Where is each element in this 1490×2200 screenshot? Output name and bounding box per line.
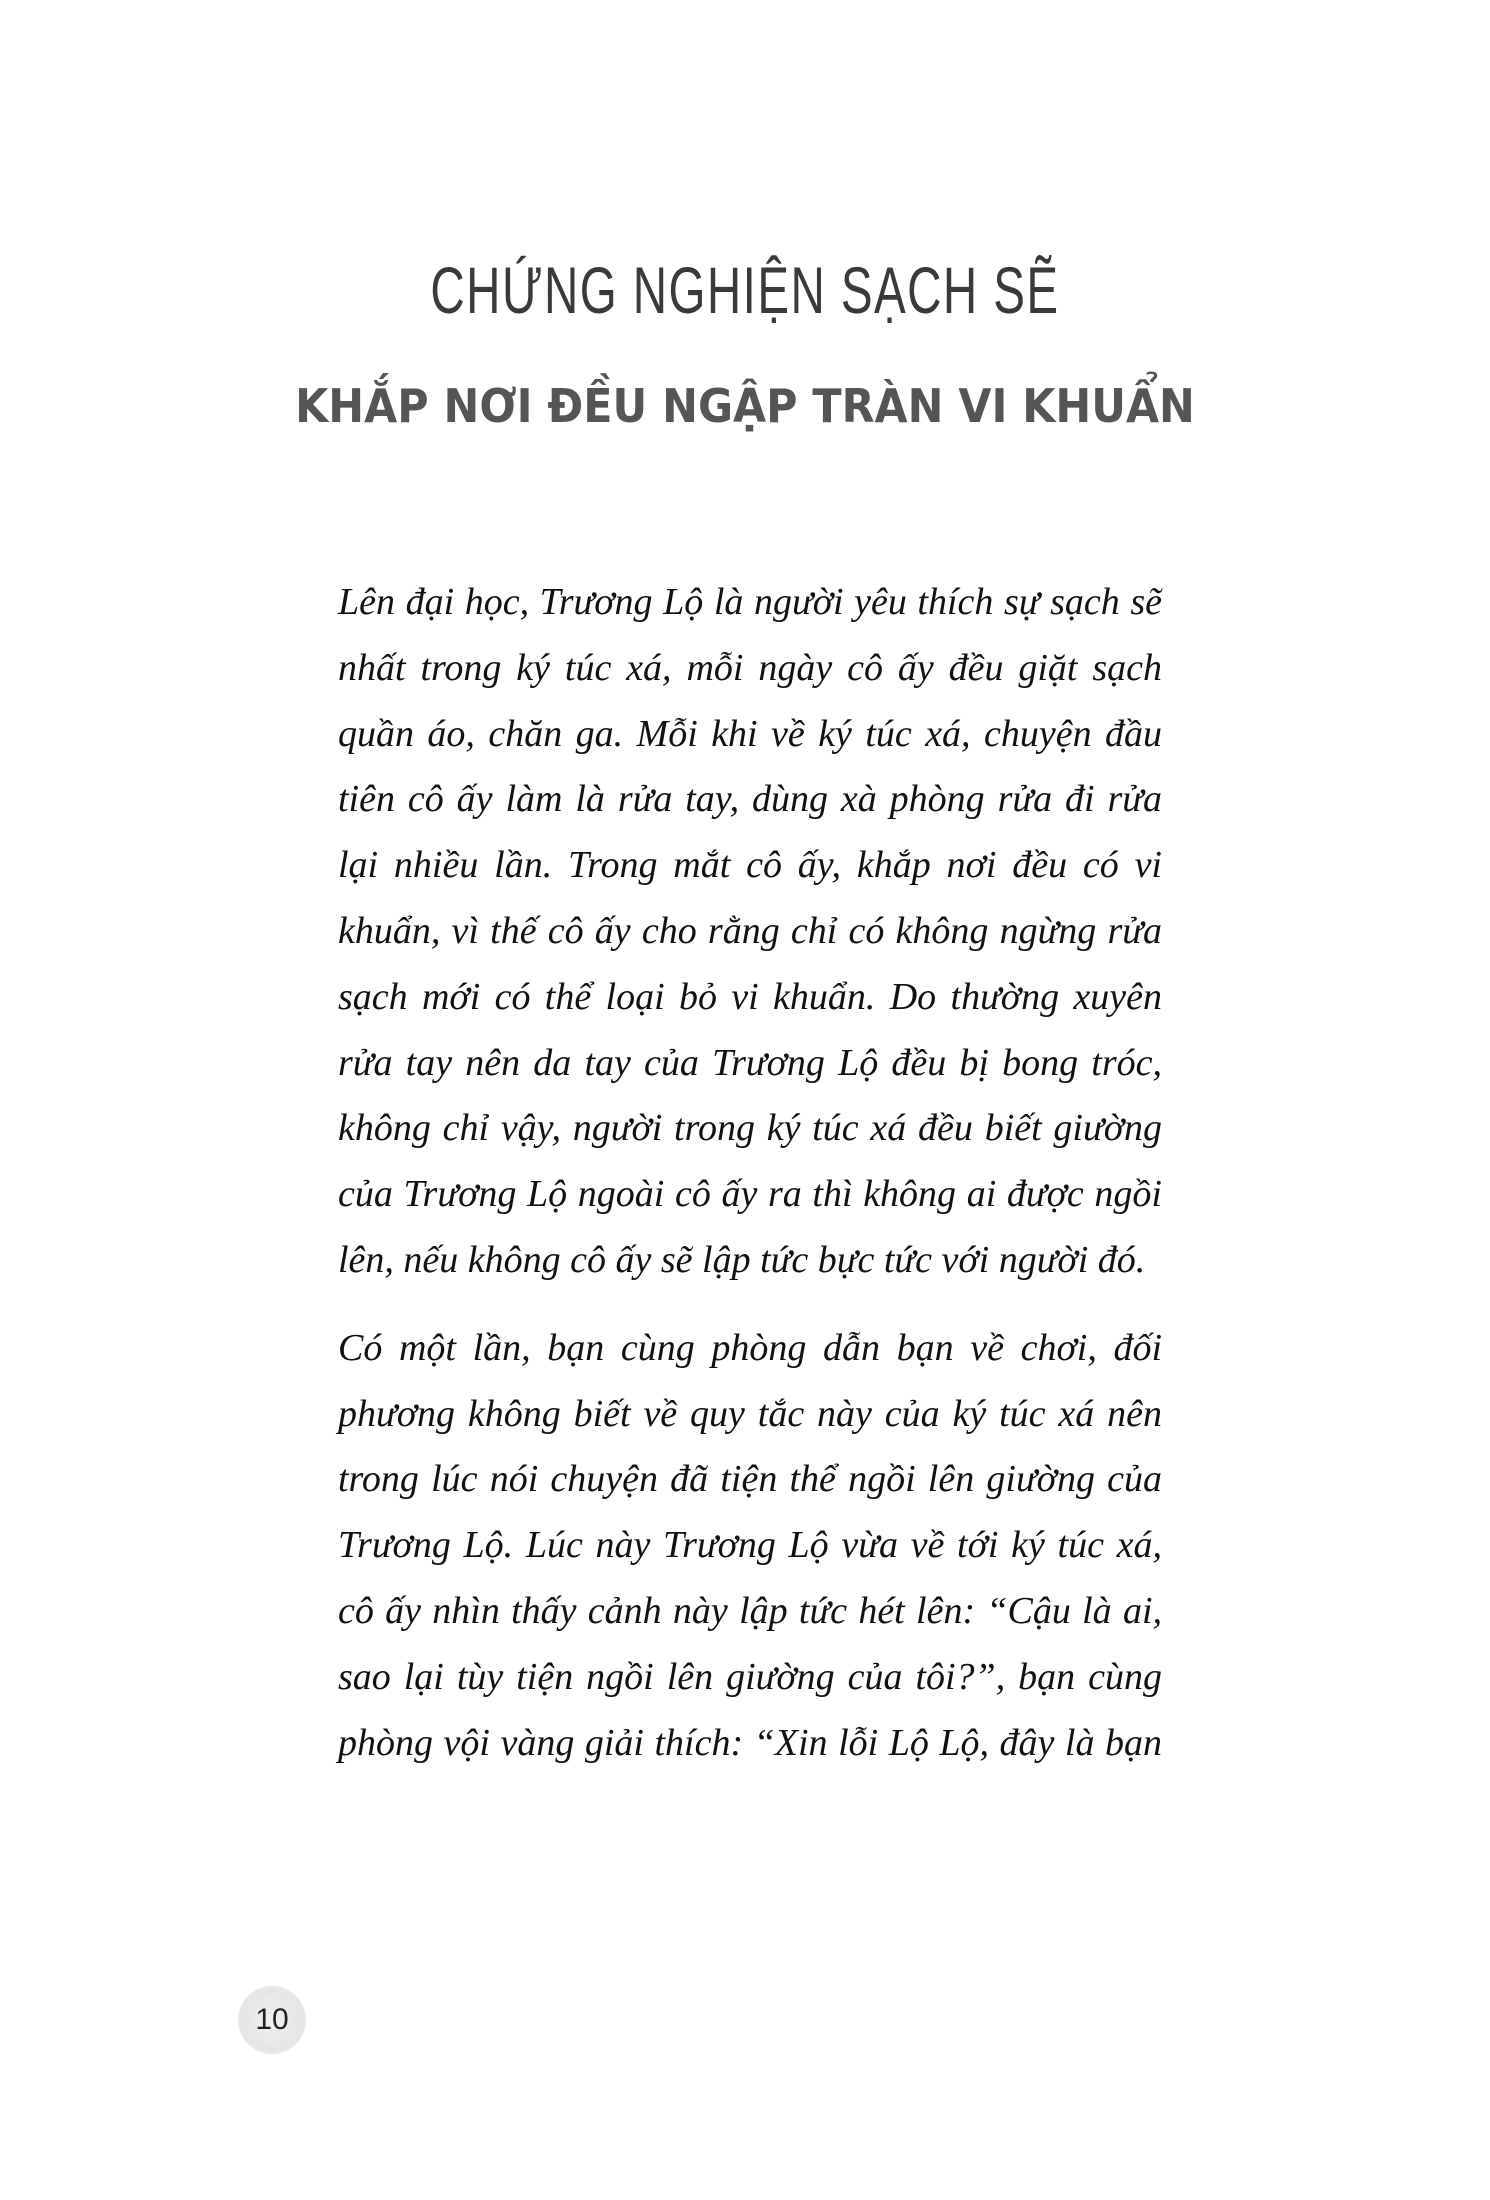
paragraph: Lên đại học, Trương Lộ là người yêu thích sự sạch sẽ nhất trong ký túc xá, mỗi ngày cô ấy đều giặt sạch quần áo, chăn ga. Mỗi khi về ký túc xá, chuyện đầu tiên cô ấy làm là rửa tay, dùng xà phòng rửa đi rửa lại nhiều lần. Trong mắt cô ấy, khắp nơi đều có vi khuẩn, vì thế cô ấy cho rằng chỉ có không ngừng rửa sạch mới có thể loại bỏ vi khuẩn. Do thường xuyên rửa tay nên da tay của Trương Lộ đều bị bong tróc, không chỉ vậy, người trong ký túc xá đều biết giường của Trương Lộ ngoài cô ấy ra thì không ai được ngồi lên, nếu không cô ấy sẽ lập tức bực tức với người đó.	[338, 581, 1162, 1281]
chapter-subtitle: KHẮP NƠI ĐỀU NGẬP TRÀN VI KHUẨN	[295, 379, 1195, 433]
page-number-badge	[238, 1986, 306, 2054]
chapter-title: CHỨNG NGHIỆN SẠCH SẼ	[430, 253, 1060, 327]
body-text	[338, 570, 1162, 1798]
page-number: 10	[255, 2003, 289, 2036]
paragraph: Có một lần, bạn cùng phòng dẫn bạn về chơi, đối phương không biết về quy tắc này của ký túc xá nên trong lúc nói chuyện đã tiện thể ngồi lên giường của Trương Lộ. Lúc này Trương Lộ vừa về tới ký túc xá, cô ấy nhìn thấy cảnh này lập tức hét lên: “Cậu là ai, sao lại tùy tiện ngồi lên giường của tôi?”, bạn cùng phòng vội vàng giải thích: “Xin lỗi Lộ Lộ, đây là bạn	[338, 1326, 1162, 1764]
